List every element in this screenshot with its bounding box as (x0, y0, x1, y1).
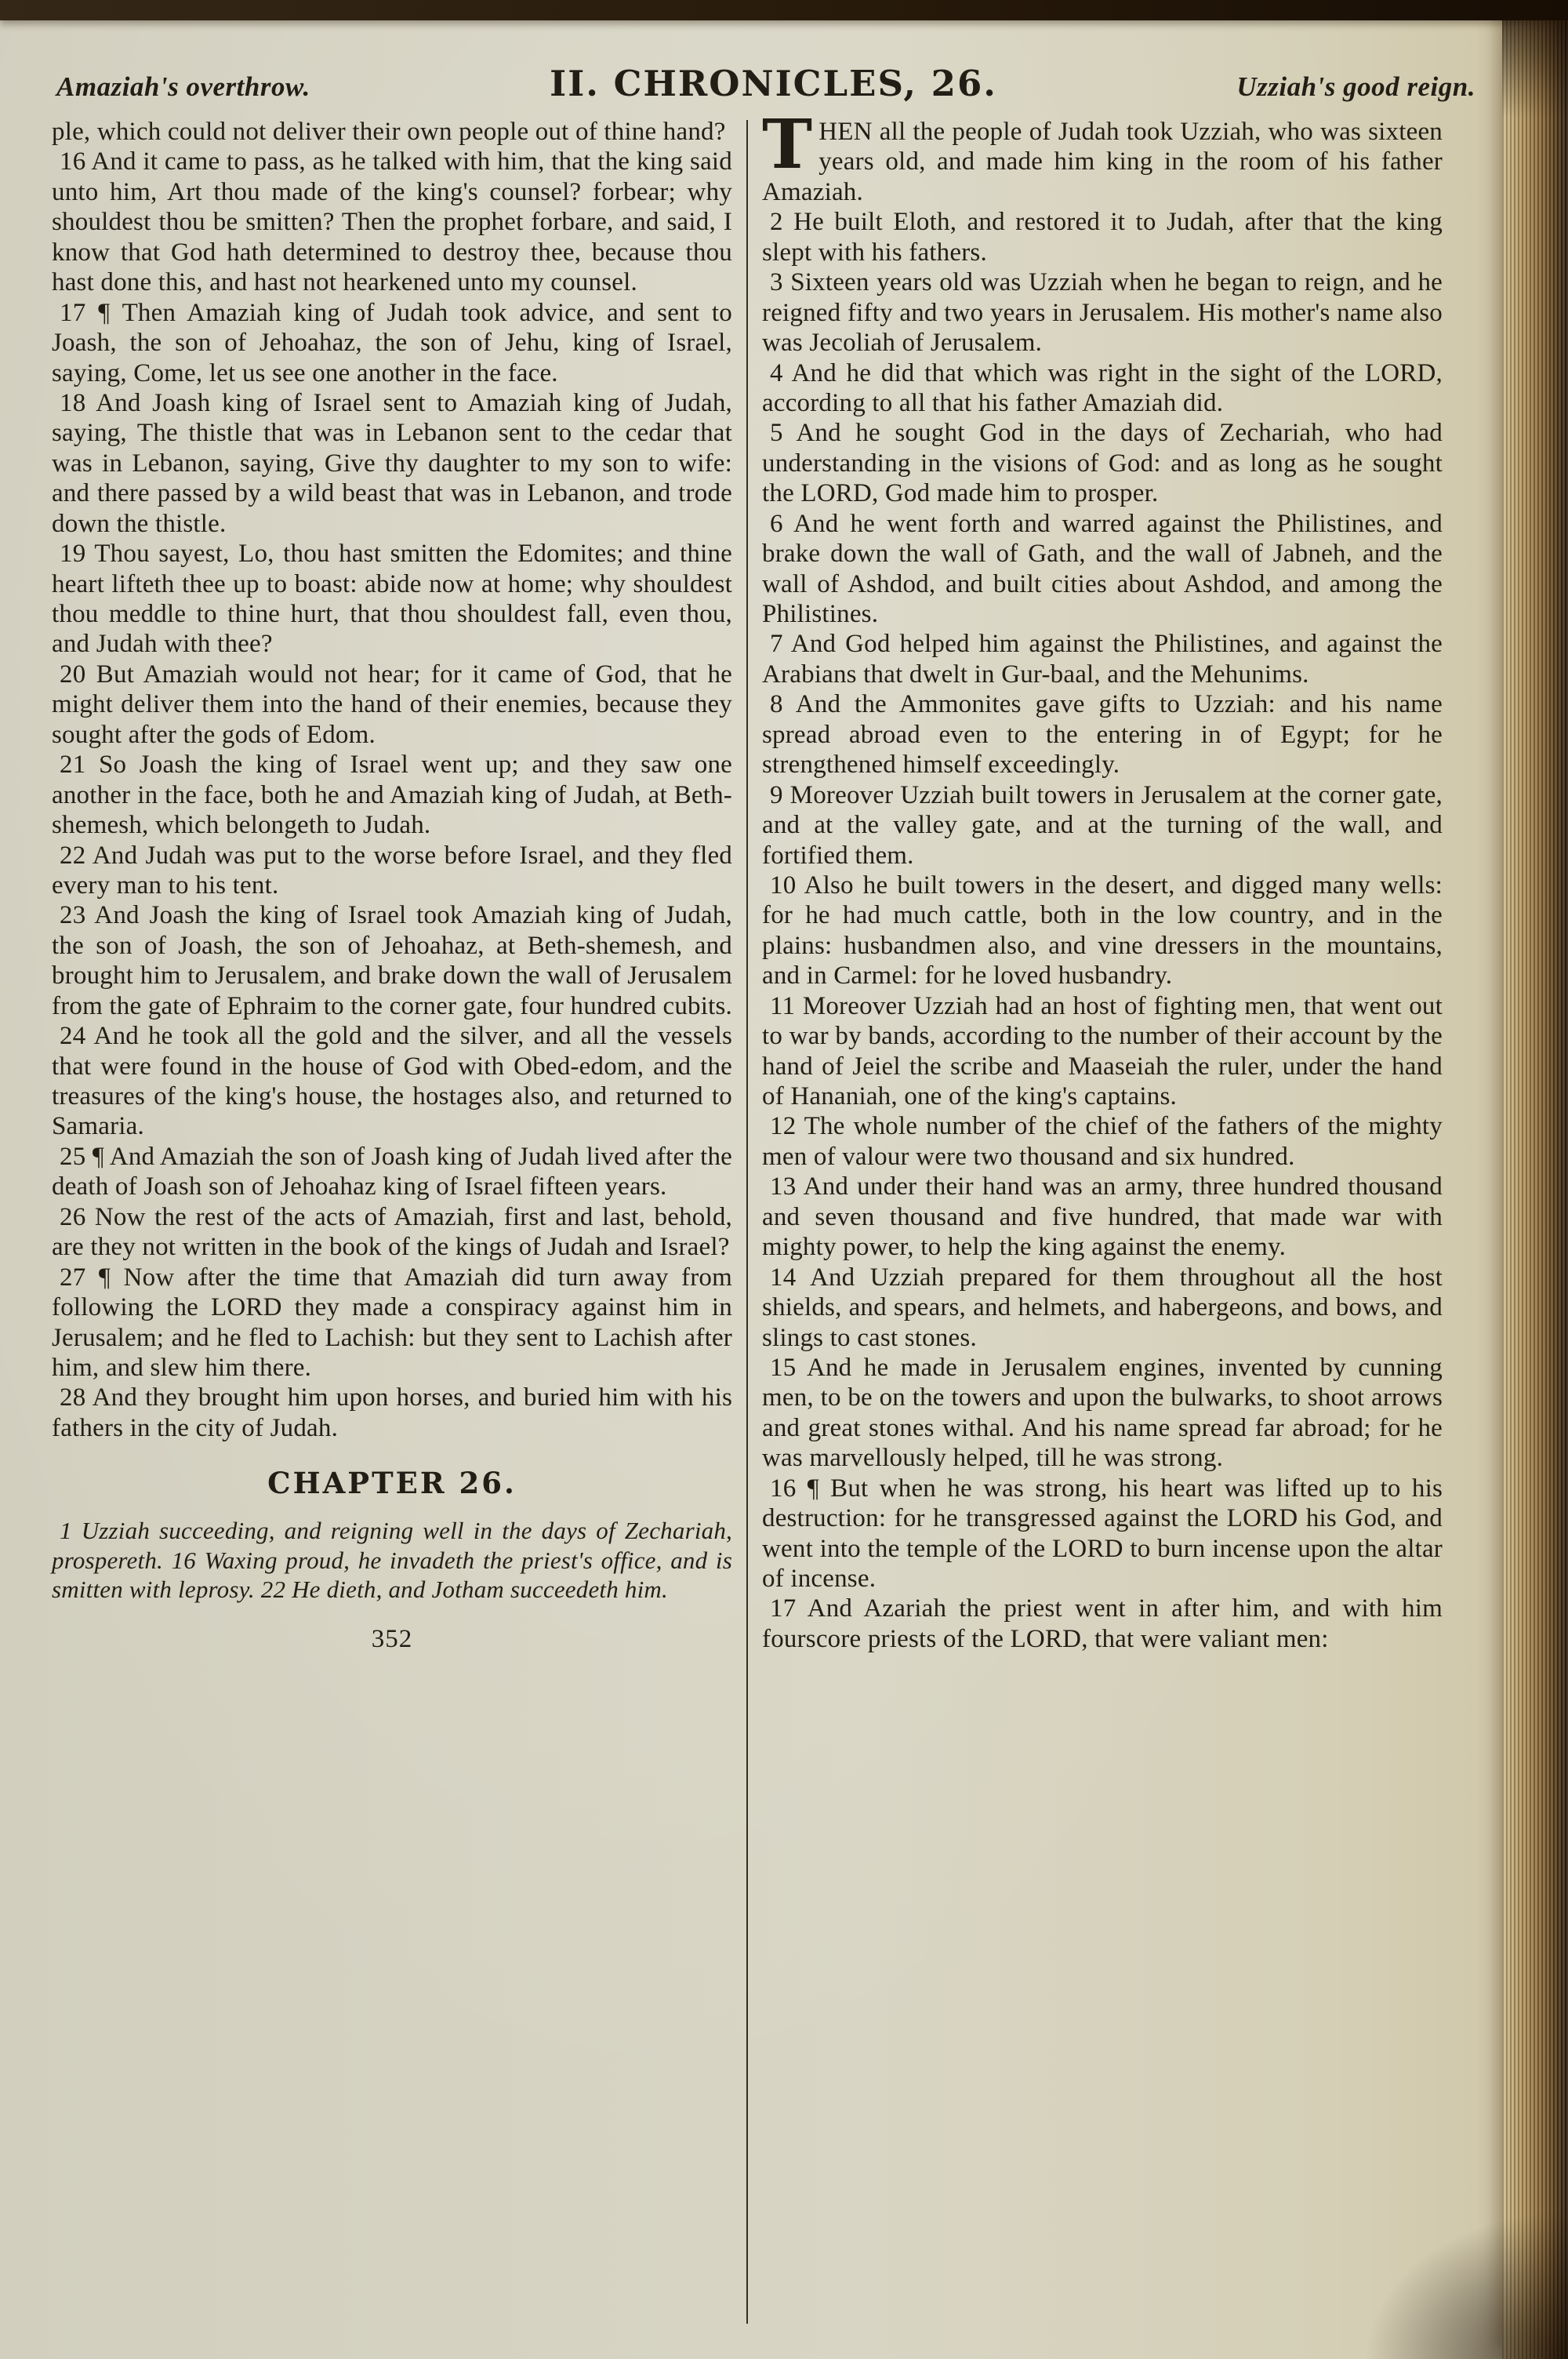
verse: 22 And Judah was put to the worse before Israel, and they fled every man to his tent. (52, 841, 732, 900)
verse: 19 Thou sayest, Lo, thou hast smitten the Edomites; and thine heart lifteth thee up to boast: abide now at home; why shouldest thou meddle to thine hurt, that thou shouldest fall, even thou, and Judah with thee? (52, 540, 732, 659)
first-verse (762, 105, 1443, 207)
header-right-running-title: Uzziah's good reign. (1236, 71, 1475, 102)
page-content (0, 20, 1502, 2359)
verse: 24 And he took all the gold and the silver, and all the vessels that were found in the house of God with Obed-edom, and the treasures of the king's house, the hostages also, and returned to Samaria. (52, 1022, 732, 1141)
left-column-verses (52, 147, 732, 1443)
verse: 11 Moreover Uzziah had an host of fighting men, that went out to war by bands, according to the number of their account by the hand of Jeiel the scribe and Maaseiah the ruler, under the hand of Hananiah, one of the king's captains. (762, 991, 1443, 1110)
drop-cap: T (762, 105, 813, 184)
verse: 23 And Joash the king of Israel took Amaziah king of Judah, the son of Joash, the son of Jehoahaz, at Beth-shemesh, and brought him to Jerusalem, and brake down the wall of Jerusalem from the gate of Ephraim to the corner gate, four hundred cubits. (52, 901, 732, 1020)
verse: 21 So Joash the king of Israel went up; and they saw one another in the face, both he and Amaziah king of Judah, at Beth-shemesh, which belongeth to Judah. (52, 751, 732, 840)
page-number: 352 (371, 1624, 413, 1653)
top-page-edge (0, 0, 1568, 20)
verse: 2 He built Eloth, and restored it to Judah, after that the king slept with his fathers. (762, 208, 1443, 267)
verse: 4 And he did that which was right in the sight of the LORD, according to all that his father Amaziah did. (762, 358, 1443, 417)
header-left-running-title: Amaziah's overthrow. (56, 71, 310, 102)
verse: 16 ¶ But when he was strong, his heart was lifted up to his destruction: for he transgressed against the LORD his God, and went into the temple of the LORD to burn incense upon the altar of incense. (762, 1474, 1443, 1593)
verse: 25 ¶ And Amaziah the son of Joash king of Judah lived after the death of Joash son of Jehoahaz king of Israel fifteen years. (52, 1142, 732, 1201)
verse: 28 And they brought him upon horses, and buried him with his fathers in the city of Judah. (52, 1383, 732, 1442)
left-column (52, 117, 746, 2324)
verse: 27 ¶ Now after the time that Amaziah did turn away from following the LORD they made a conspiracy against him in Jerusalem; and he fled to Lachish: but they sent to Lachish after him, and slew him there. (52, 1263, 732, 1382)
verse: 13 And under their hand was an army, three hundred thousand and seven thousand and five hundred, that made war with mighty power, to help the king against the enemy. (762, 1172, 1443, 1262)
verse: 12 The whole number of the chief of the fathers of the mighty men of valour were two thousand and six hundred. (762, 1112, 1443, 1171)
right-column-verses (762, 207, 1443, 1654)
first-verse-text: HEN all the people of Judah took Uzziah, who was sixteen years old, and made him king in the room of his father Amaziah. (762, 118, 1443, 206)
verse: 3 Sixteen years old was Uzziah when he began to reign, and he reigned fifty and two years in Jerusalem. His mother's name also was Jecoliah of Jerusalem. (762, 268, 1443, 358)
verse: 6 And he went forth and warred against the Philistines, and brake down the wall of Gath, and the wall of Jabneh, and the wall of Ashdod, and built cities about Ashdod, and among the Philistines. (762, 509, 1443, 628)
verse: 18 And Joash king of Israel sent to Amaziah king of Judah, saying, The thistle that was in Lebanon sent to the cedar that was in Lebanon, saying, Give thy daughter to my son to wife: and there passed by a wild beast that was in Lebanon, and trode down the thistle. (52, 388, 732, 538)
verse: 9 Moreover Uzziah built towers in Jerusalem at the corner gate, and at the valley gate, and at the turning of the wall, and fortified them. (762, 780, 1443, 870)
corner-shadow (1364, 2210, 1568, 2359)
right-page-edge (1502, 0, 1568, 2359)
verse: 14 And Uzziah prepared for them throughout all the host shields, and spears, and helmets, and habergeons, and bows, and slings to cast stones. (762, 1263, 1443, 1352)
header-book-title: II. CHRONICLES, 26. (550, 63, 997, 104)
verse: 26 Now the rest of the acts of Amaziah, first and last, behold, are they not written in the book of the kings of Judah and Israel? (52, 1202, 732, 1262)
two-column-text (52, 105, 1480, 2324)
verse: 17 ¶ Then Amaziah king of Judah took advice, and sent to Joash, the son of Jehoahaz, the son of Jehu, king of Israel, saying, Come, let us see one another in the face. (52, 298, 732, 387)
verse: 20 But Amaziah would not hear; for it came of God, that he might deliver them into the hand of their enemies, because they sought after the gods of Edom. (52, 660, 732, 749)
verse: 15 And he made in Jerusalem engines, invented by cunning men, to be on the towers and upon the bulwarks, to shoot arrows and great stones withal. And his name spread far abroad; for he was marvellously helped, till he was strong. (762, 1353, 1443, 1473)
continuation-text: ple, which could not deliver their own people out of thine hand? (52, 118, 726, 146)
right-column (748, 105, 1443, 2324)
chapter-summary: 1 Uzziah succeeding, and reigning well in the days of Zechariah, prospereth. 16 Waxing proud, he invadeth the priest's office, and is smitten with leprosy. 22 He dieth, and Jotham succeedeth him. (52, 1517, 732, 1603)
verse: 8 And the Ammonites gave gifts to Uzziah: and his name spread abroad even to the entering in of Egypt; for he strengthened himself exceedingly. (762, 690, 1443, 780)
verse: 5 And he sought God in the days of Zechariah, who had understanding in the visions of God: and as long as he sought the LORD, God made him to prosper. (762, 419, 1443, 508)
verse: 10 Also he built towers in the desert, and digged many wells: for he had much cattle, both in the low country, and in the plains: husbandmen also, and vine dressers in the mountains, and in Carmel: for he loved husbandry. (762, 871, 1443, 990)
chapter-heading: CHAPTER 26. (267, 1466, 517, 1501)
verse: 16 And it came to pass, as he talked with him, that the king said unto him, Art thou made of the king's counsel? forbear; why shouldest thou be smitten? Then the prophet forbare, and said, I know that God hath determined to destroy thee, because thou hast done this, and hast not hearkened unto my counsel. (52, 147, 732, 297)
verse: 17 And Azariah the priest went in after him, and with him fourscore priests of the LORD, that were valiant men: (762, 1594, 1443, 1653)
verse: 7 And God helped him against the Philistines, and against the Arabians that dwelt in Gur-baal, and the Mehunims. (762, 630, 1443, 689)
